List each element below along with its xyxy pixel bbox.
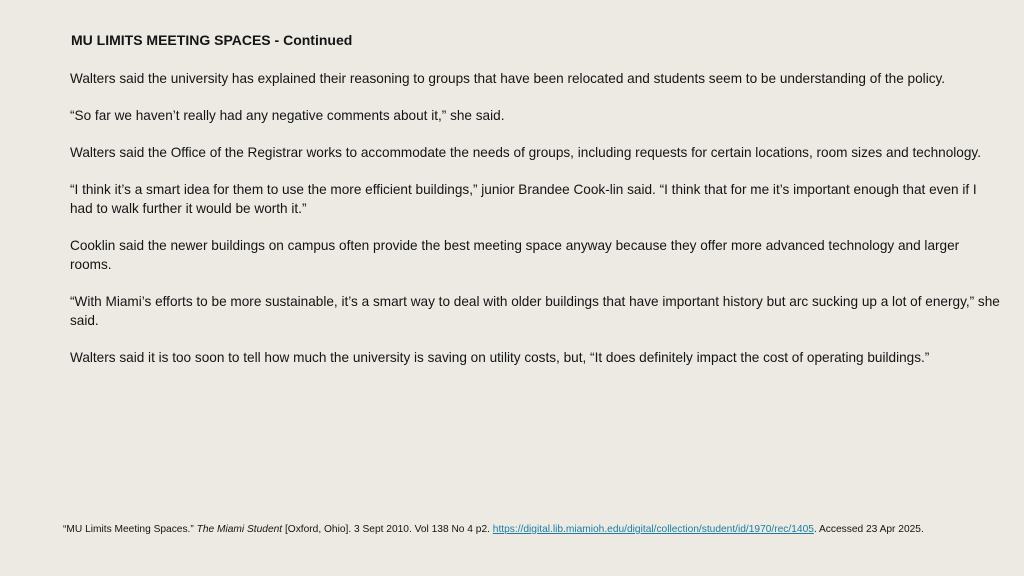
paragraph: “With Miami’s efforts to be more sustainable, it’s a smart way to deal with older buildings that have important history but arc sucking up a lot of energy,” she said. <box>70 294 1000 328</box>
paragraph: “So far we haven’t really had any negative comments about it,” she said. <box>70 108 505 123</box>
paragraph: Walters said the Office of the Registrar works to accommodate the needs of groups, including requests for certain locations, room sizes and technology. <box>70 145 981 160</box>
paragraph: “I think it’s a smart idea for them to use the more efficient buildings,” junior Brandee Cook-lin said. “I think that for me it’s important enough that even if I had to walk further it would be worth it.” <box>70 182 977 216</box>
citation-details: [Oxford, Ohio]. 3 Sept 2010. Vol 138 No 4 p2. <box>282 524 493 535</box>
citation-suffix: . Accessed 23 Apr 2025. <box>813 524 924 535</box>
article-body <box>70 69 1000 385</box>
citation-prefix: “MU Limits Meeting Spaces.” <box>63 524 197 535</box>
citation-publication: The Miami Student <box>196 524 283 535</box>
paragraph: Walters said it is too soon to tell how much the university is saving on utility costs, but, “It does definitely impact the cost of operating buildings.” <box>70 350 930 365</box>
paragraph: Cooklin said the newer buildings on campus often provide the best meeting space anyway because they offer more advanced technology and larger rooms. <box>70 238 960 272</box>
citation <box>63 523 993 537</box>
slide-title: MU LIMITS MEETING SPACES - Continued <box>71 32 353 48</box>
citation-link[interactable]: https://digital.lib.miamioh.edu/digital/collection/student/id/1970/rec/1405 <box>492 524 814 535</box>
paragraph: Walters said the university has explained their reasoning to groups that have been relocated and students seem to be understanding of the policy. <box>70 71 946 86</box>
